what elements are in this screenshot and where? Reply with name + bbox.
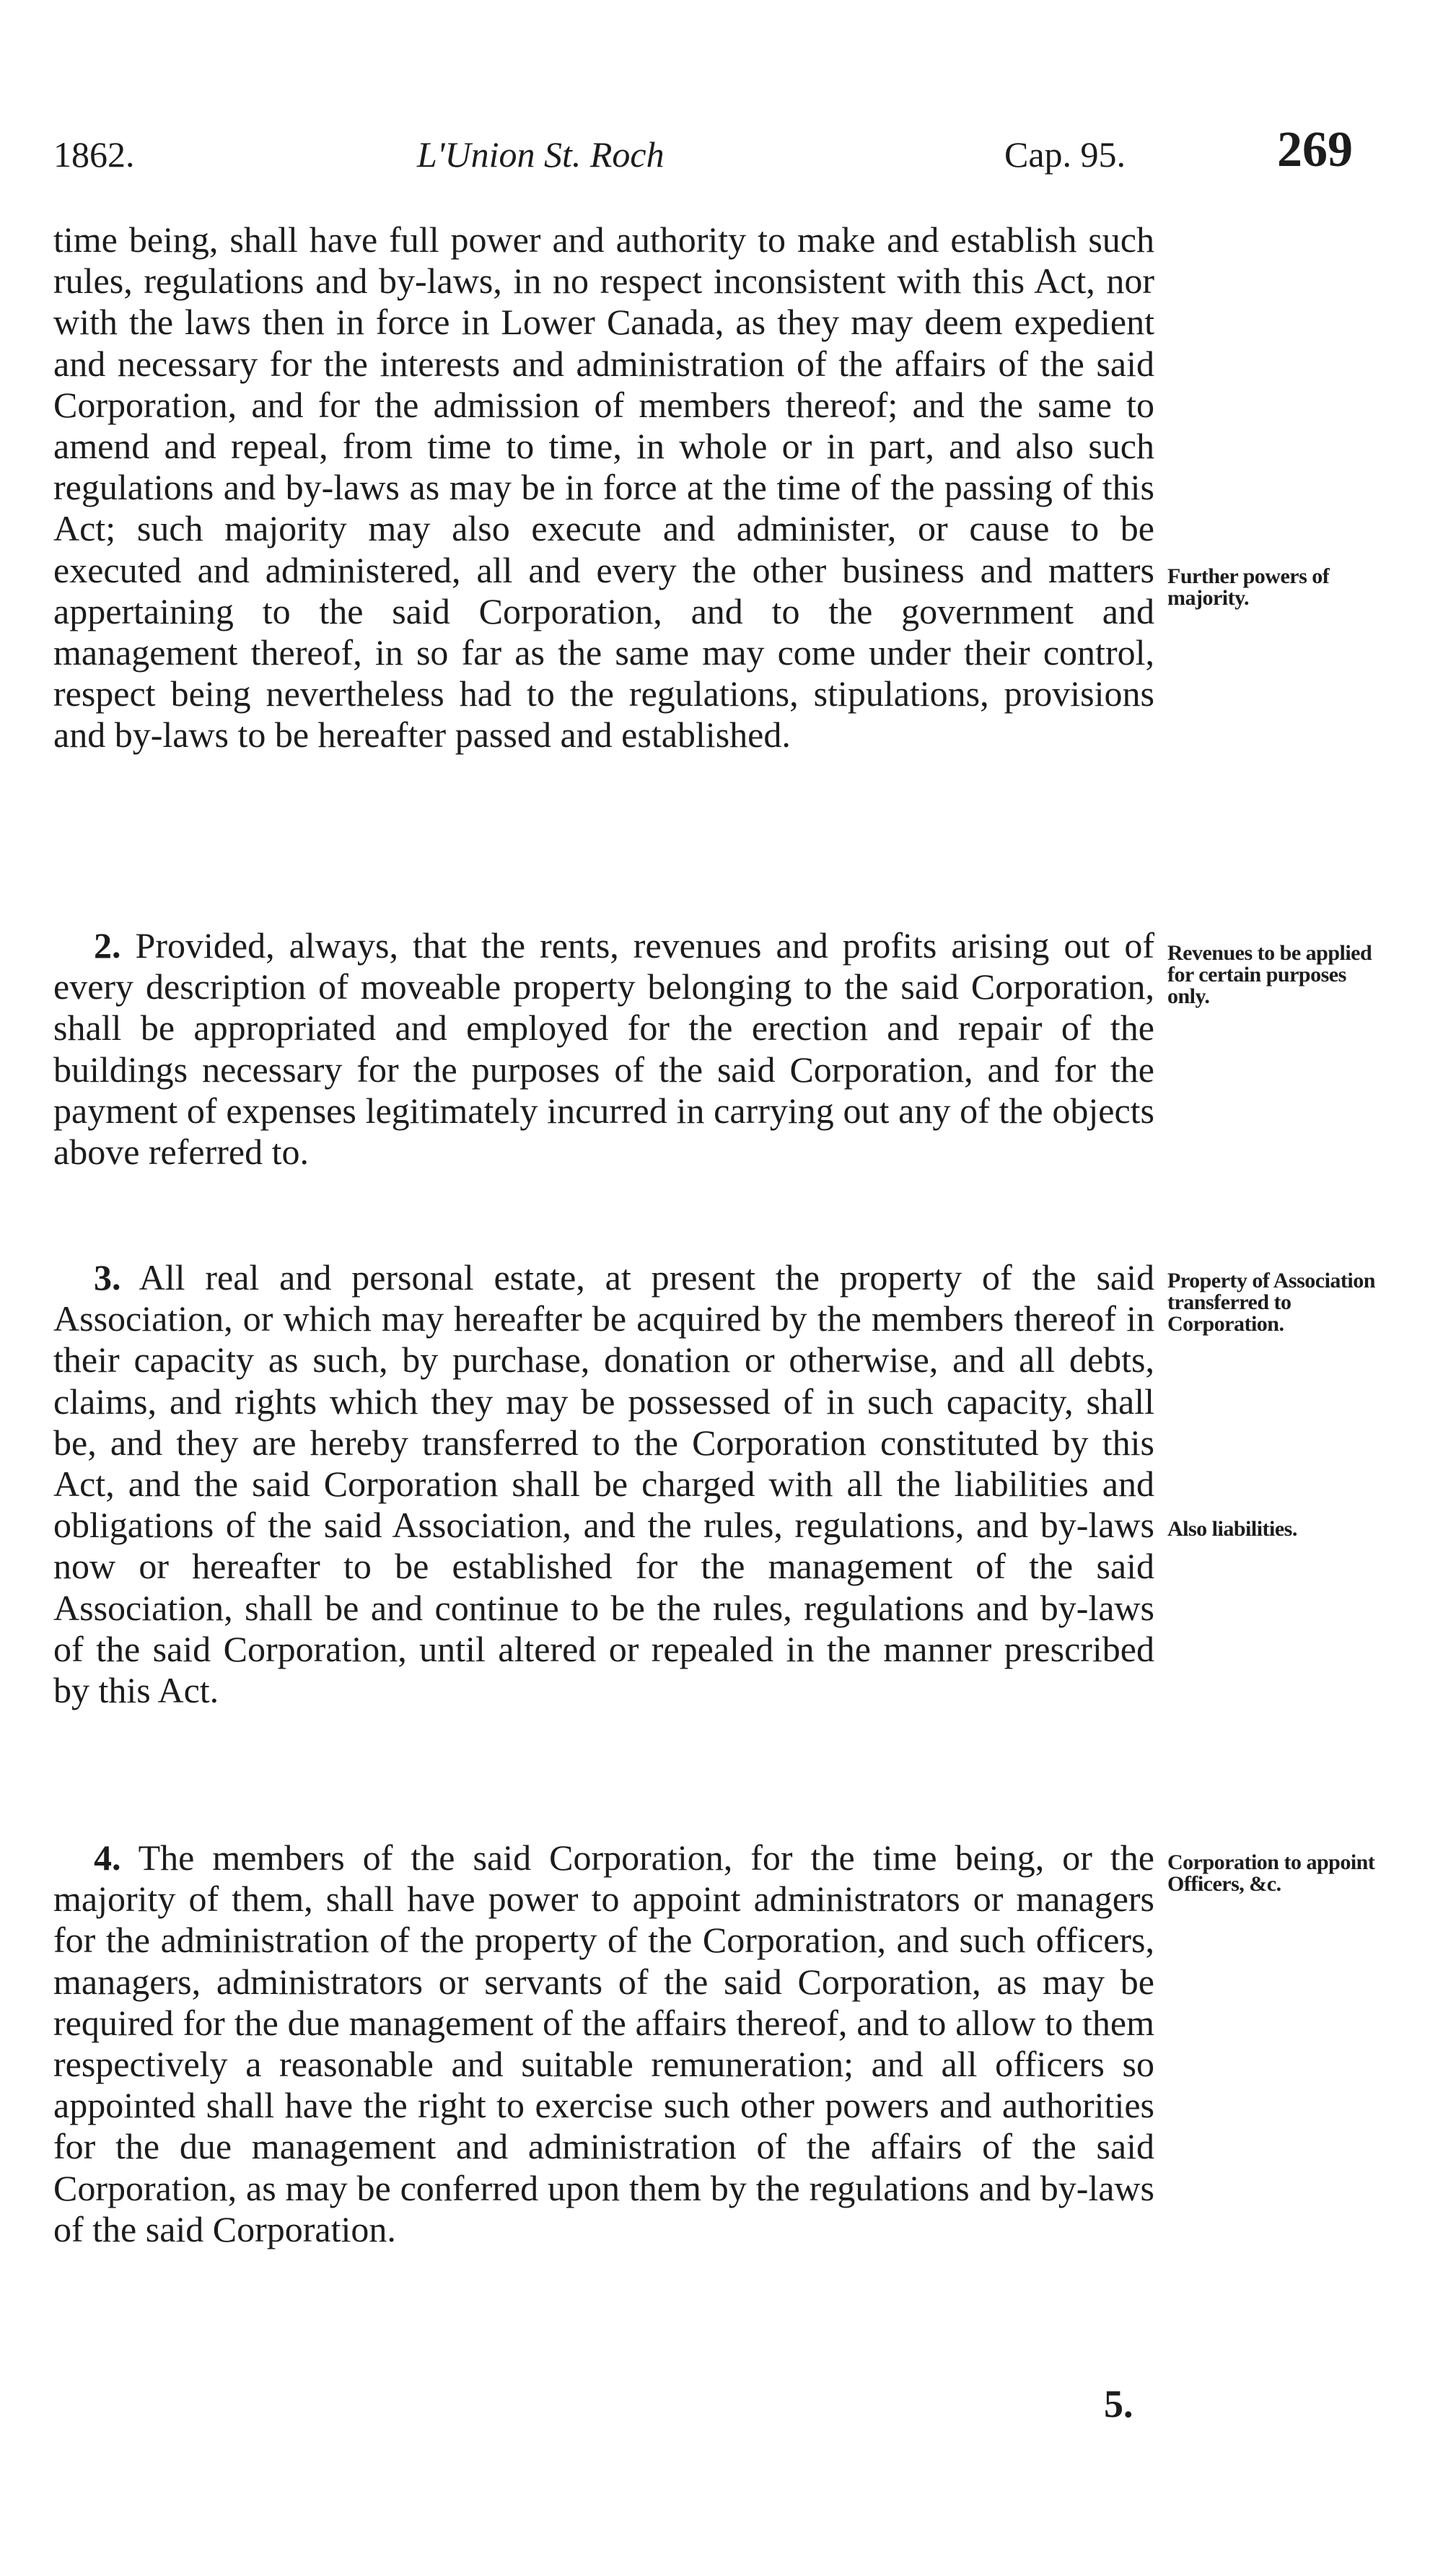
paragraph-2-text: Provided, always, that the rents, revenues and profits arising out of every description of moveable property belonging to the said Corporation, shall be appropriated and employed for the erection and repair of the buildings necessary for the purposes of the said Corporation, and for the payment of expenses legitimately incurred in carrying out any of the objects above referred to. bbox=[53, 925, 1154, 1173]
margin-note-further-powers: Further powers of majority. bbox=[1167, 564, 1330, 610]
section-number-4: 4. bbox=[94, 1837, 121, 1878]
paragraph-1-text: time being, shall have full power and authority to make and establish such rules, regulations and by-laws, in no respect inconsistent with this Act, nor with the laws then in force in Lower Canada, as they may deem expedient and necessary for the interests and administration of the affairs of the said Corporation, and for the admission of members thereof; and the same to amend and repeal, from time to time, in whole or in part, and also such regulations and by-laws as may be in force at the time of the passing of this Act; such majority may also execute and administer, or cause to be executed and administered, all and every the other business and matters appertaining to the said Corporation, and to the government and management thereof, in so far as the same may come under their control, respect being nevertheless had to the regulations, stipulations, provisions and by-laws to be hereafter passed and established. bbox=[53, 219, 1154, 756]
paragraph-2 bbox=[53, 925, 1154, 1173]
paragraph-1 bbox=[53, 219, 1154, 756]
margin-note-appoint-officers: Corporation to appoint Officers, &c. bbox=[1167, 1850, 1375, 1896]
paragraph-3-text: All real and personal estate, at present the property of the said Association, or which may hereafter be acquired by the members thereof in their capacity as such, by purchase, donation or otherwise, and all debts, claims, and rights which they may be possessed of in such capacity, shall be, and they are hereby transferred to the Corporation constituted by this Act, and the said Corporation shall be charged with all the liabilities and obligations of the said Association, and the rules, regulations, and by-laws now or hereafter to be established for the management of the said Association, shall be and continue to be the rules, regulations and by-laws of the said Corporation, until altered or repealed in the manner prescribed by this Act. bbox=[53, 1257, 1154, 1711]
margin-note-liabilities: Also liabilities. bbox=[1167, 1517, 1297, 1541]
page-number: 269 bbox=[1277, 122, 1353, 178]
header-chapter: Cap. 95. bbox=[1004, 134, 1126, 175]
paragraph-4-text: The members of the said Corporation, for the time being, or the majority of them, shall have power to appoint administrators or managers for the administration of the property of the Corporation, and such officers, managers, administrators or servants of the said Corporation, as may be required for the due management of the affairs thereof, and to allow to them respectively a reasonable and suitable remuneration; and all officers so appointed shall have the right to exercise such other powers and authorities for the due management and administration of the affairs of the said Corporation, as may be conferred upon them by the regulations and by-laws of the said Corporation. bbox=[53, 1837, 1154, 2249]
catchword: 5. bbox=[1104, 2382, 1133, 2426]
header-year: 1862. bbox=[53, 134, 135, 175]
section-number-3: 3. bbox=[94, 1257, 121, 1298]
paragraph-4 bbox=[53, 1837, 1154, 2250]
margin-note-property-transferred: Property of Association transferred to Corporation. bbox=[1167, 1269, 1375, 1336]
paragraph-3 bbox=[53, 1257, 1154, 1711]
margin-note-revenues: Revenues to be applied for certain purposes only. bbox=[1167, 941, 1372, 1008]
section-number-2: 2. bbox=[94, 925, 121, 966]
header-running-title: L'Union St. Roch bbox=[417, 134, 665, 175]
